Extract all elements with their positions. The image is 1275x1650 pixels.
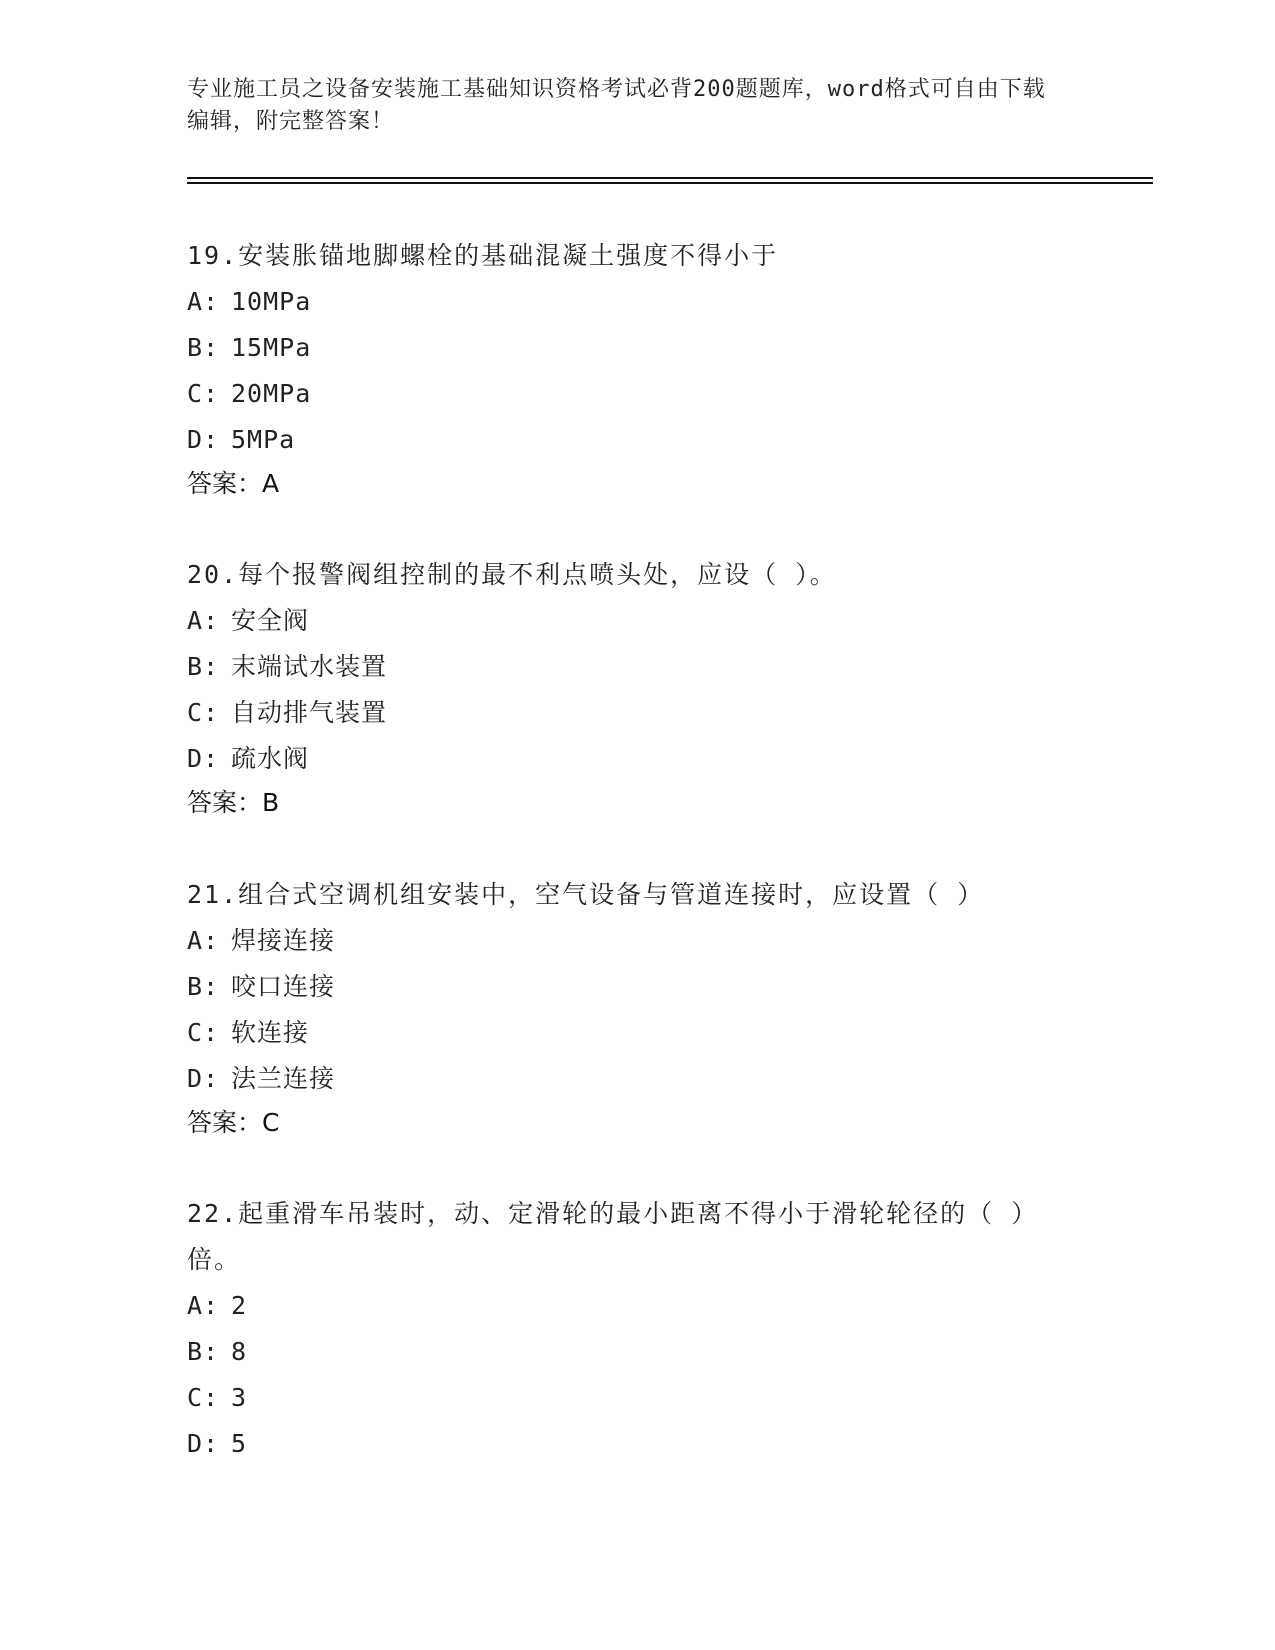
question-stem: 21.组合式空调机组安装中，空气设备与管道连接时，应设置（ ）	[187, 880, 985, 909]
option-a	[187, 279, 1087, 325]
option-letter: D:	[187, 425, 220, 454]
option-letter: C:	[187, 1018, 220, 1047]
option-c	[187, 371, 1087, 417]
option-c	[187, 1010, 1087, 1056]
option-letter: A:	[187, 1291, 220, 1320]
header-divider-bottom	[187, 182, 1153, 184]
option-letter: D:	[187, 1429, 220, 1458]
question-stem: 19.安装胀锚地脚螺栓的基础混凝土强度不得小于	[187, 241, 779, 270]
option-b	[187, 964, 1087, 1010]
option-b	[187, 325, 1087, 371]
option-letter: B:	[187, 333, 220, 362]
option-letter: B:	[187, 652, 220, 681]
option-letter: C:	[187, 1383, 220, 1412]
answer-line: 答案：A	[187, 469, 280, 498]
answer-line: 答案：B	[187, 788, 280, 817]
option-text: 15MPa	[231, 333, 312, 362]
question-stem: 22.起重滑车吊装时，动、定滑轮的最小距离不得小于滑轮轮径的（ ）倍。	[187, 1199, 1039, 1274]
option-text: 咬口连接	[231, 972, 336, 1001]
question-19	[187, 233, 1087, 505]
option-text: 末端试水装置	[231, 652, 388, 681]
option-letter: B:	[187, 1337, 220, 1366]
option-text: 3	[231, 1383, 248, 1412]
option-d	[187, 1421, 1087, 1467]
option-letter: B:	[187, 972, 220, 1001]
option-a	[187, 1283, 1087, 1329]
question-20	[187, 552, 1087, 824]
option-c	[187, 690, 1087, 736]
option-letter: A:	[187, 287, 220, 316]
option-letter: A:	[187, 606, 220, 635]
header-divider-top	[187, 177, 1153, 179]
option-letter: D:	[187, 744, 220, 773]
option-text: 安全阀	[231, 606, 310, 635]
option-d	[187, 417, 1087, 463]
option-b	[187, 1329, 1087, 1375]
option-text: 疏水阀	[231, 744, 310, 773]
option-text: 软连接	[231, 1018, 310, 1047]
option-text: 10MPa	[231, 287, 312, 316]
option-a	[187, 598, 1087, 644]
question-22	[187, 1191, 1087, 1467]
question-stem: 20.每个报警阀组控制的最不利点喷头处，应设（ ）。	[187, 560, 837, 589]
option-text: 5MPa	[231, 425, 296, 454]
document-header-title: 专业施工员之设备安装施工基础知识资格考试必背200题题库，word格式可自由下载编辑，附完整答案！	[187, 77, 1046, 134]
option-c	[187, 1375, 1087, 1421]
option-letter: C:	[187, 698, 220, 727]
option-letter: C:	[187, 379, 220, 408]
option-text: 焊接连接	[231, 926, 336, 955]
option-b	[187, 644, 1087, 690]
option-text: 8	[231, 1337, 248, 1366]
option-letter: A:	[187, 926, 220, 955]
option-d	[187, 736, 1087, 782]
option-text: 自动排气装置	[231, 698, 388, 727]
question-21	[187, 872, 1087, 1144]
option-text: 20MPa	[231, 379, 312, 408]
option-text: 法兰连接	[231, 1064, 336, 1093]
answer-line: 答案：C	[187, 1108, 280, 1137]
option-text: 5	[231, 1429, 248, 1458]
option-a	[187, 918, 1087, 964]
option-text: 2	[231, 1291, 248, 1320]
option-d	[187, 1056, 1087, 1102]
option-letter: D:	[187, 1064, 220, 1093]
